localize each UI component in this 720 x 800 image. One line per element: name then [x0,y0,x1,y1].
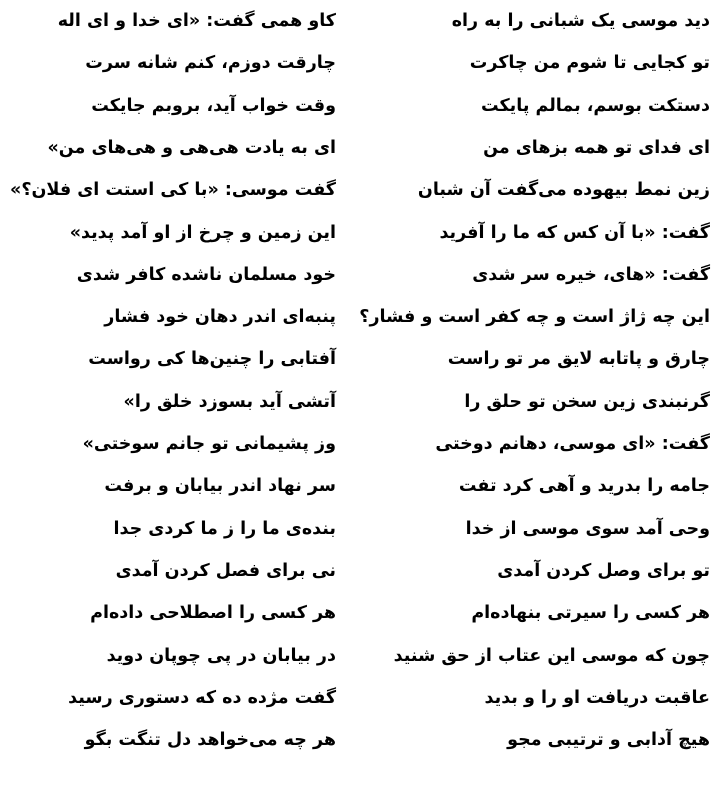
first-hemistich: عاقبت دریافت او را و بدید [484,687,710,708]
first-hemistich: تو برای وصل کردن آمدی [497,560,710,581]
first-hemistich: دستکت بوسم، بمالم پایکت [480,95,710,116]
couplet-row [0,423,720,465]
second-hemistich: بنده‌ی ما را ز ما کردی جدا [113,518,336,539]
first-hemistich: این چه ژاژ است و چه کفر است و فشار؟ [359,307,710,328]
couplet-row [0,212,720,254]
second-hemistich: خود مسلمان ناشده کافر شدی [76,264,336,285]
couplet-row [0,169,720,211]
couplet-row [0,85,720,127]
first-hemistich: گفت: «های، خیره سر شدی [472,264,710,285]
first-hemistich: هیچ آدابی و ترتیبی مجو [507,730,710,751]
couplet-row [0,127,720,169]
second-hemistich: ای به یادت هی‌هی و هی‌های من» [47,137,336,158]
first-hemistich: وحی آمد سوی موسی از خدا [465,518,710,539]
first-hemistich: هر کسی را سیرتی بنهاده‌ام [471,603,710,624]
second-hemistich: وقت خواب آید، بروبم جایکت [91,95,336,116]
first-hemistich: زین نمط بیهوده می‌گفت آن شبان [417,180,710,201]
first-hemistich: چون که موسی این عتاب از حق شنید [393,645,710,666]
couplet-row [0,296,720,338]
second-hemistich: کاو همی گفت: «ای خدا و ای اله [57,11,336,31]
second-hemistich: گفت موسی: «با کی استت ای فلان؟» [10,180,336,201]
couplet-row [0,592,720,634]
couplet-row [0,465,720,507]
first-hemistich: ای فدای تو همه بزهای من [483,137,710,158]
second-hemistich: وز پشیمانی تو جانم سوختی» [82,434,336,454]
second-hemistich: هر چه می‌خواهد دل تنگت بگو [84,730,336,751]
second-hemistich: هر کسی را اصطلاحی داده‌ام [90,603,336,624]
second-hemistich: نی برای فصل کردن آمدی [115,560,336,581]
second-hemistich: این زمین و چرخ از او آمد پدید» [69,222,336,243]
couplet-row [0,635,720,677]
couplet-row [0,338,720,380]
couplet-row [0,381,720,423]
second-hemistich: آفتابی را چنین‌ها کی رواست [88,349,336,370]
second-hemistich: گفت مژده ده که دستوری رسید [68,687,336,708]
couplet-row [0,550,720,592]
first-hemistich: دید موسی یک شبانی را به راه [451,11,710,31]
first-hemistich: گفت: «ای موسی، دهانم دوختی [435,434,710,454]
second-hemistich: سر نهاد اندر بیابان و برفت [104,476,336,497]
second-hemistich: آتشی آید بسوزد خلق را» [123,391,336,412]
second-hemistich: در بیابان در پی چوپان دوید [106,645,336,666]
first-hemistich: تو کجایی تا شوم من چاکرت [469,53,710,74]
first-hemistich: جامه را بدرید و آهی کرد تفت [458,476,710,497]
couplet-row [0,719,720,761]
second-hemistich: پنبه‌ای اندر دهان خود فشار [104,307,336,328]
couplet-row [0,677,720,719]
couplet-row [0,42,720,84]
second-hemistich: چارقت دوزم، کنم شانه سرت [85,53,336,74]
first-hemistich: چارق و پاتابه لایق مر تو راست [447,349,710,370]
couplet-row [0,254,720,296]
couplet-row [0,0,720,42]
first-hemistich: گفت: «با آن کس که ما را آفرید [439,222,710,243]
first-hemistich: گرنبندی زین سخن تو حلق را [464,391,710,412]
couplet-row [0,508,720,550]
